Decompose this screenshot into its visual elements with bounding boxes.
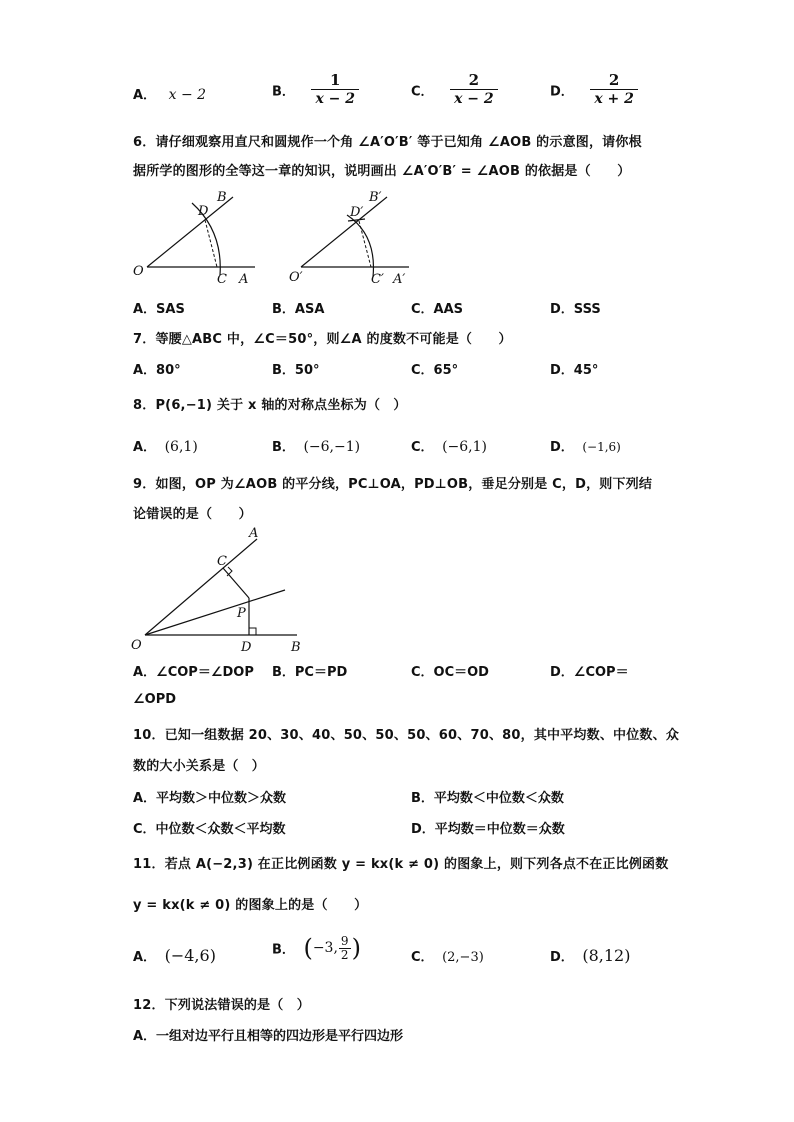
q9-option-c: C．OC＝OD <box>411 665 489 680</box>
segment-pc <box>223 568 249 598</box>
label-c-prime: C′ <box>371 272 384 287</box>
q9-stem-line1: 9．如图，OP 为∠AOB 的平分线，PC⊥OA，PD⊥OB，垂足分别是 C，D，则下列结 <box>133 477 653 492</box>
q7-option-a: A．80° <box>133 363 181 378</box>
q11-option-b <box>272 934 361 962</box>
label-a-prime: A′ <box>393 272 406 287</box>
ray-o-prime-b-prime <box>301 197 387 267</box>
option-label: C． <box>411 84 434 100</box>
q5-option-b <box>272 72 359 108</box>
q8-stem: 8．P(6,−1) 关于 x 轴的对称点坐标为（ ） <box>133 398 407 413</box>
label-o: O <box>133 264 144 279</box>
q7-option-b: B．50° <box>272 363 320 378</box>
q9-option-d-continuation: ∠OPD <box>133 692 177 707</box>
option-value: (8,12) <box>582 946 631 965</box>
q6-stem-line1: 6．请仔细观察用直尺和圆规作一个角 ∠A′O′B′ 等于已知角 ∠AOB 的示意图，请你根 <box>133 135 642 150</box>
q11-option-a <box>133 946 216 965</box>
option-label: C． <box>411 440 434 455</box>
option-label: D． <box>550 950 574 965</box>
right-angle-mark-d <box>249 628 256 635</box>
q6-construction-figure <box>125 185 425 290</box>
label-b-prime: B′ <box>369 190 382 205</box>
q8-option-d <box>550 436 621 455</box>
q9-stem-line2: 论错误的是（ ） <box>133 507 252 522</box>
q10-option-b: B．平均数＜中位数＜众数 <box>411 791 564 806</box>
q10-option-c: C．中位数＜众数＜平均数 <box>133 822 286 837</box>
fraction <box>311 72 359 108</box>
fraction-denominator: x − 2 <box>450 89 498 108</box>
option-value: (−6,−1) <box>303 439 361 455</box>
fraction-denominator: x + 2 <box>590 89 638 108</box>
q10-stem-line1: 10．已知一组数据 20、30、40、50、50、50、60、70、80，其中平均数、中位数、众 <box>133 728 680 743</box>
option-value: (2,−3) <box>442 950 484 965</box>
q6-option-d: D．SSS <box>550 302 601 317</box>
q10-option-a: A．平均数＞中位数＞众数 <box>133 791 287 806</box>
q7-stem: 7．等腰△ABC 中，∠C＝50°，则∠A 的度数不可能是（ ） <box>133 332 512 347</box>
q5-option-c <box>411 72 498 108</box>
label-a: A <box>239 272 249 287</box>
q6-stem-line2: 据所学的图形的全等这一章的知识，说明画出 ∠A′O′B′ = ∠AOB 的依据是（ ） <box>133 164 631 179</box>
label-c: C <box>217 554 227 569</box>
option-value: (−6,1) <box>442 439 487 455</box>
label-o-prime: O′ <box>289 270 303 285</box>
q11-option-c <box>411 946 484 965</box>
q10-option-d: D．平均数＝中位数＝众数 <box>411 822 565 837</box>
arc-c-prime <box>347 215 373 277</box>
fraction <box>450 72 498 108</box>
label-a: A <box>249 526 259 541</box>
right-paren: ) <box>351 934 361 962</box>
label-c: C <box>217 272 227 287</box>
q5-option-a <box>133 84 206 103</box>
q12-stem: 12．下列说法错误的是（ ） <box>133 998 310 1013</box>
q11-stem-line1: 11．若点 A(−2,3) 在正比例函数 y = kx(k ≠ 0) 的图象上，则下列各点不在正比例函数 <box>133 857 669 872</box>
label-d: D <box>241 640 252 655</box>
q10-stem-line2: 数的大小关系是（ ） <box>133 759 266 774</box>
q9-option-a: A．∠COP＝∠DOP <box>133 665 254 680</box>
option-label: D． <box>550 84 574 100</box>
option-value-first: −3, <box>312 940 338 956</box>
option-label: C． <box>411 950 434 965</box>
option-label: A． <box>133 950 157 965</box>
option-label: D． <box>550 440 574 455</box>
fraction <box>590 72 638 108</box>
q9-option-d: D．∠COP＝ <box>550 665 629 680</box>
label-b: B <box>217 190 227 205</box>
q6-option-a: A．SAS <box>133 302 185 317</box>
label-d: D <box>198 204 209 219</box>
label-p: P <box>237 606 246 621</box>
option-value: (−1,6) <box>582 440 621 454</box>
option-value: (6,1) <box>164 439 198 455</box>
left-paren: ( <box>303 934 313 962</box>
q8-option-c <box>411 436 487 455</box>
fraction-denominator: 2 <box>340 947 349 962</box>
fraction-numerator: 2 <box>608 71 620 89</box>
fraction <box>339 935 351 962</box>
q7-option-d: D．45° <box>550 363 599 378</box>
q11-stem-line2: y = kx(k ≠ 0) 的图象上的是（ ） <box>133 898 368 913</box>
q9-option-b: B．PC＝PD <box>272 665 348 680</box>
ray-op <box>145 590 285 635</box>
option-expression: x − 2 <box>168 87 207 103</box>
q5-option-d <box>550 72 638 108</box>
fraction-denominator: x − 2 <box>311 89 359 108</box>
label-b: B <box>291 640 301 655</box>
q6-option-b: B．ASA <box>272 302 325 317</box>
fraction-numerator: 9 <box>340 933 349 948</box>
q7-option-c: C．65° <box>411 363 459 378</box>
q8-option-b <box>272 436 360 455</box>
fraction-numerator: 2 <box>468 71 480 89</box>
q11-option-d <box>550 946 630 965</box>
q12-option-a: A．一组对边平行且相等的四边形是平行四边形 <box>133 1029 404 1044</box>
option-label: B． <box>272 440 295 455</box>
q8-option-a <box>133 436 198 455</box>
option-value: (−4,6) <box>164 946 216 965</box>
label-d-prime: D′ <box>350 205 364 220</box>
option-label: A． <box>133 88 157 103</box>
fraction-numerator: 1 <box>330 71 341 89</box>
label-o: O <box>131 638 142 653</box>
q9-bisector-figure <box>125 525 325 655</box>
option-label: B． <box>272 84 295 100</box>
q6-option-c: C．AAS <box>411 302 464 317</box>
option-label: A． <box>133 440 157 455</box>
option-label: B． <box>272 942 295 958</box>
